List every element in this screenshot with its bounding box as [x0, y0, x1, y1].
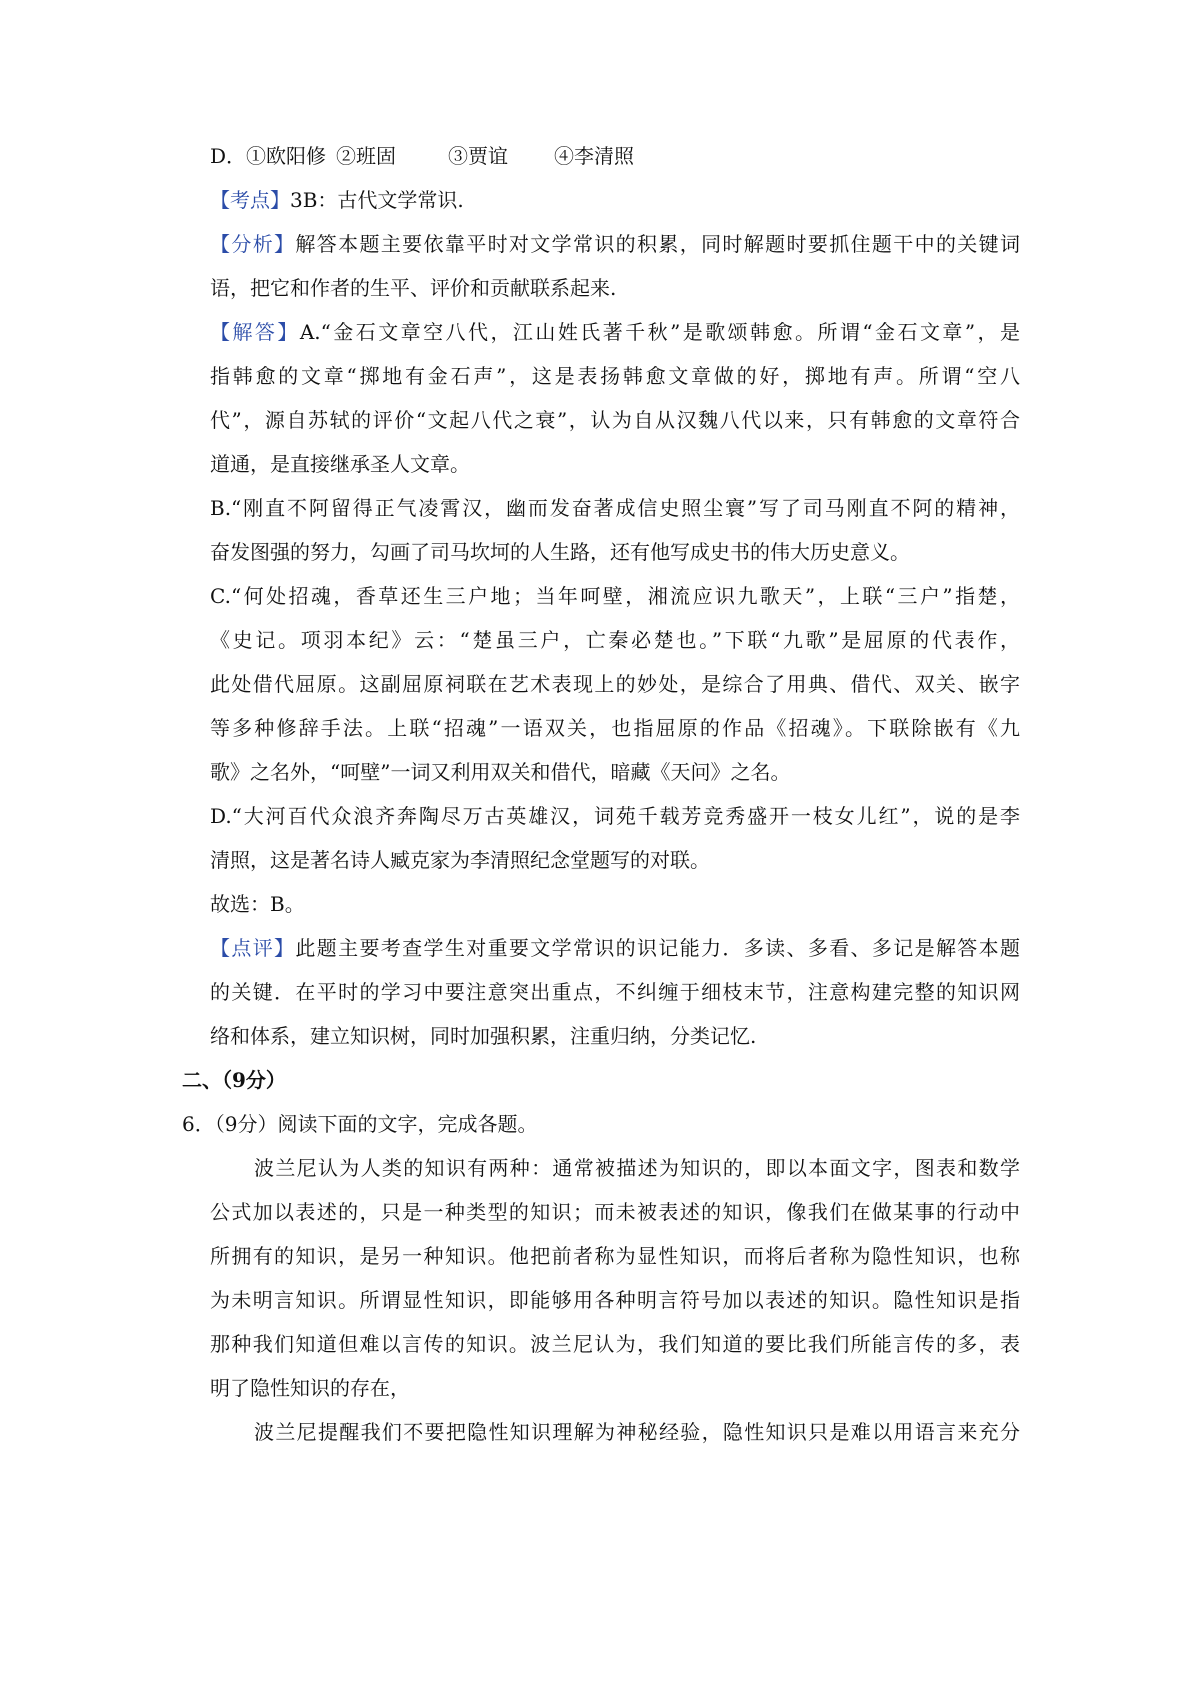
question-6: 6．（9分）阅读下面的文字，完成各题。	[182, 1112, 538, 1136]
kaodian-text: 3B：古代文学常识.	[290, 188, 464, 212]
option-d-item-3: ③贾谊	[448, 144, 509, 168]
section-title: 二、（9分）	[182, 1068, 286, 1092]
dianping-line-3: 络和体系，建立知识树，同时加强积累，注重归纳，分类记忆.	[210, 1024, 757, 1048]
dianping-text-1: 此题主要考查学生对重要文学常识的识记能力．多读、多看、多记是解答本题	[295, 936, 1021, 960]
jieda-line-11: 歌》之名外，“呵壁”一词又利用双关和借代，暗藏《天问》之名。	[210, 760, 791, 784]
dianping-line-2: 的关键．在平时的学习中要注意突出重点，不纠缠于细枝末节，注意构建完整的知识网	[210, 980, 1020, 1004]
jieda-line-5: B.“刚直不阿留得正气凌霄汉，幽而发奋著成信史照尘寰”写了司马刚直不阿的精神，	[210, 496, 1020, 520]
jieda-line-3: 代”，源自苏轼的评价“文起八代之衰”，认为自从汉魏八代以来，只有韩愈的文章符合	[210, 408, 1020, 432]
kaodian-tag: 【考点】	[210, 188, 290, 212]
passage-p1-line-4: 为未明言知识。所谓显性知识，即能够用各种明言符号加以表述的知识。隐性知识是指	[210, 1288, 1020, 1312]
kaodian-line	[210, 186, 1020, 214]
passage-p1-line-2: 公式加以表述的，只是一种类型的知识；而未被表述的知识，像我们在做某事的行动中	[210, 1200, 1020, 1224]
jieda-line-7: C.“何处招魂，香草还生三户地；当年呵壁，湘流应识九歌天”，上联“三户”指楚，	[210, 584, 1020, 608]
jieda-line-2: 指韩愈的文章“掷地有金石声”，这是表扬韩愈文章做的好，掷地有声。所谓“空八	[210, 364, 1020, 388]
jieda-line-6: 奋发图强的努力，勾画了司马坎坷的人生路，还有他写成史书的伟大历史意义。	[210, 540, 910, 564]
jieda-text-1: A.“金石文章空八代，江山姓氏著千秋”是歌颂韩愈。所谓“金石文章”，是	[299, 320, 1020, 344]
option-d-item-4: ④李清照	[554, 144, 635, 168]
answer-line: 故选：B。	[210, 892, 305, 916]
jieda-line-8: 《史记。项羽本纪》云：“楚虽三户，亡秦必楚也。”下联“九歌”是屈原的代表作，	[210, 628, 1020, 652]
passage-p1-line-6: 明了隐性知识的存在，	[210, 1376, 410, 1400]
passage-p1-line-3: 所拥有的知识，是另一种知识。他把前者称为显性知识，而将后者称为隐性知识，也称	[210, 1244, 1020, 1268]
jieda-line-9: 此处借代屈原。这副屈原祠联在艺术表现上的妙处，是综合了用典、借代、双关、嵌字	[210, 672, 1020, 696]
dianping-line-1	[210, 934, 1020, 962]
option-d-line	[210, 142, 1020, 170]
jieda-tag: 【解答】	[210, 320, 300, 344]
jieda-line-4: 道通，是直接继承圣人文章。	[210, 452, 470, 476]
fenxi-line-1	[210, 230, 1020, 258]
jieda-line-10: 等多种修辞手法。上联“招魂”一语双关，也指屈原的作品《招魂》。下联除嵌有《九	[210, 716, 1020, 740]
option-d-item-2: ②班固	[336, 144, 397, 168]
fenxi-text-1: 解答本题主要依靠平时对文学常识的积累，同时解题时要抓住题干中的关键词	[295, 232, 1021, 256]
fenxi-line-2: 语，把它和作者的生平、评价和贡献联系起来.	[210, 276, 617, 300]
fenxi-tag: 【分析】	[210, 232, 296, 256]
passage-p1-line-1: 波兰尼认为人类的知识有两种：通常被描述为知识的，即以本面文字，图表和数学	[254, 1156, 1020, 1180]
passage-p1-line-5: 那种我们知道但难以言传的知识。波兰尼认为，我们知道的要比我们所能言传的多，表	[210, 1332, 1020, 1356]
passage-p2-line-1: 波兰尼提醒我们不要把隐性知识理解为神秘经验，隐性知识只是难以用语言来充分	[254, 1420, 1020, 1444]
option-d-label: D．	[210, 144, 247, 168]
jieda-line-13: 清照，这是著名诗人臧克家为李清照纪念堂题写的对联。	[210, 848, 710, 872]
dianping-tag: 【点评】	[210, 936, 296, 960]
jieda-line-12: D.“大河百代众浪齐奔陶尽万古英雄汉，词苑千载芳竞秀盛开一枝女儿红”，说的是李	[210, 804, 1020, 828]
option-d-item-1: ①欧阳修	[246, 144, 327, 168]
jieda-line-1	[210, 318, 1020, 346]
